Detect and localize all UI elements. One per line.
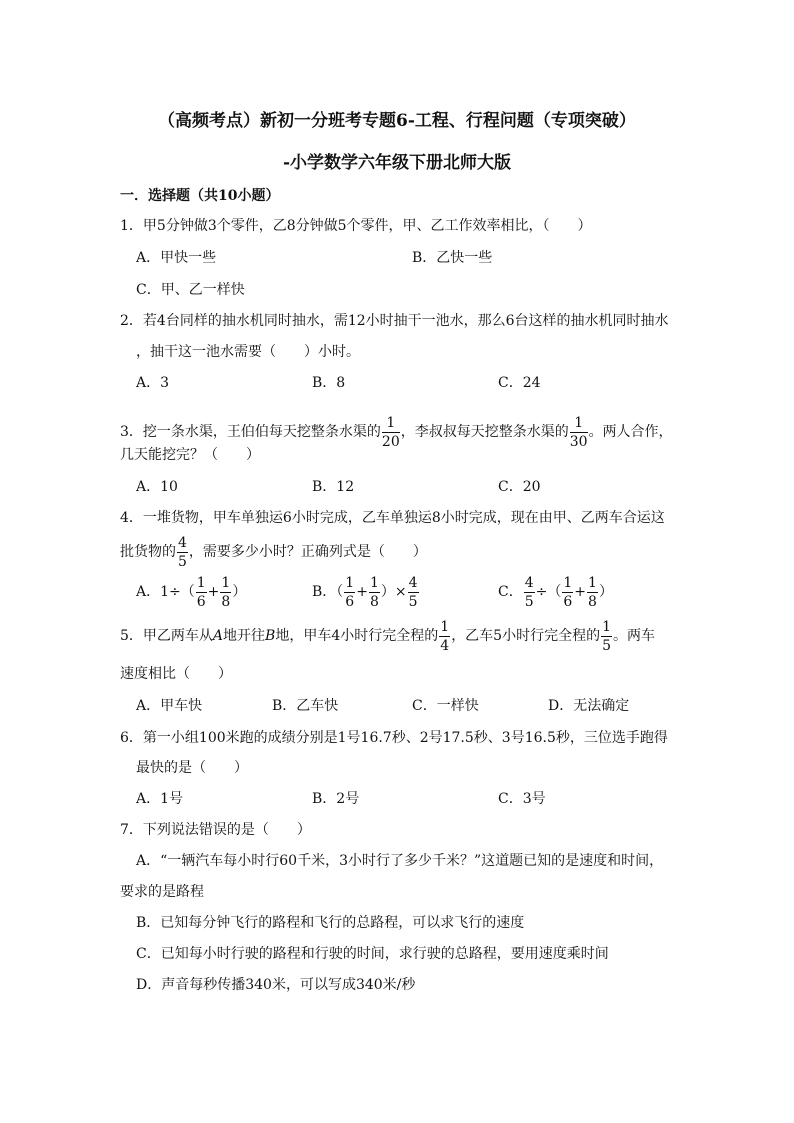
question-3-text-2: ，李叔叔每天挖整条水渠的 xyxy=(400,424,569,440)
question-5-stem-cont: 速度相比（ ） xyxy=(120,666,232,682)
fraction-denominator: 5 xyxy=(602,637,612,654)
question-3-stem-cont: 几天能挖完？（ ） xyxy=(120,447,260,463)
fraction-denominator: 5 xyxy=(178,553,187,570)
question-7-option-a-cont: 要求的是路程 xyxy=(120,884,204,900)
question-7-option-b: B．已知每分钟飞行的路程和飞行的总路程，可以求飞行的速度 xyxy=(136,915,525,931)
fraction-numerator: 1 xyxy=(345,574,355,591)
question-4-stem: 4．一堆货物，甲车单独运6小时完成，乙车单独运8小时完成，现在由甲、乙两车合运这 xyxy=(120,510,665,526)
fraction-numerator: 4 xyxy=(408,574,418,591)
right-paren: ） xyxy=(598,584,613,600)
fraction-numerator: 1 xyxy=(563,574,573,591)
fraction-1-4 xyxy=(439,620,450,653)
right-paren: ） xyxy=(232,584,247,600)
question-7-stem: 7．下列说法错误的是（ ） xyxy=(120,822,311,838)
question-5-text-2: 地开往 xyxy=(223,628,266,644)
fraction-numerator: 1 xyxy=(221,574,231,591)
divide-sign: ÷（ xyxy=(535,584,562,600)
question-1-option-b: B．乙快一些 xyxy=(412,250,493,266)
question-4-text-1: 批货物的 xyxy=(120,544,176,560)
question-5-option-b: B．乙车快 xyxy=(272,698,339,714)
fraction-numerator: 1 xyxy=(570,416,588,433)
question-5-text-5: 。两车 xyxy=(613,628,656,644)
question-4-option-c xyxy=(498,570,613,614)
fraction-numerator: 1 xyxy=(369,574,379,591)
question-7-option-d: D．声音每秒传播340米，可以写成340米/秒 xyxy=(136,977,416,993)
option-b-prefix: B．（ xyxy=(312,584,344,600)
plus-sign: + xyxy=(207,584,220,600)
option-a-prefix: A．1÷（ xyxy=(136,584,195,600)
fraction-1-8 xyxy=(587,576,598,609)
fraction-denominator: 20 xyxy=(381,433,400,450)
question-2-option-c: C．24 xyxy=(498,375,541,391)
question-6-stem-cont: 最快的是（ ） xyxy=(136,760,248,776)
place-b: B xyxy=(265,628,276,644)
fraction-numerator: 1 xyxy=(602,618,612,635)
fraction-1-6 xyxy=(344,576,355,609)
fraction-denominator: 30 xyxy=(569,433,588,450)
question-2-stem: 2．若4台同样的抽水机同时抽水，需12小时抽干一池水，那么6台这样的抽水机同时抽水 xyxy=(120,313,669,329)
fraction-denominator: 5 xyxy=(524,593,534,610)
question-4-option-a xyxy=(136,570,246,614)
plus-sign: + xyxy=(356,584,368,600)
fraction-4-5 xyxy=(177,536,188,569)
fraction-denominator: 4 xyxy=(440,637,450,654)
question-6-option-b: B．2号 xyxy=(312,791,360,807)
fraction-numerator: 1 xyxy=(382,416,400,433)
times-sign: ）× xyxy=(380,584,407,600)
document-title-line1: （高频考点）新初一分班考专题6-工程、行程问题（专项突破） xyxy=(158,111,636,131)
question-6-option-c: C．3号 xyxy=(498,791,546,807)
question-3-option-c: C．20 xyxy=(498,479,541,495)
plus-sign: + xyxy=(574,584,587,600)
fraction-1-6 xyxy=(562,576,573,609)
fraction-denominator: 8 xyxy=(588,593,597,610)
fraction-4-5 xyxy=(524,576,535,609)
fraction-denominator: 5 xyxy=(408,593,418,610)
fraction-1-8 xyxy=(220,576,231,609)
fraction-1-30 xyxy=(570,416,588,449)
question-3-text-1: 3．挖一条水渠，王伯伯每天挖整条水渠的 xyxy=(120,424,381,440)
question-5-text-4: ，乙车5小时行完全程的 xyxy=(451,628,601,644)
fraction-1-8 xyxy=(369,576,380,609)
section-heading: 一．选择题（共10小题） xyxy=(120,188,280,204)
fraction-4-5 xyxy=(408,576,419,609)
question-3-option-a: A．10 xyxy=(136,479,178,495)
fraction-denominator: 6 xyxy=(345,593,355,610)
question-7-option-c: C．已知每小时行驶的路程和行驶的时间，求行驶的总路程，要用速度乘时间 xyxy=(136,946,609,962)
question-4-option-b xyxy=(312,570,420,614)
question-5-text-1: 5．甲乙两车从 xyxy=(120,628,213,644)
fraction-denominator: 8 xyxy=(369,593,379,610)
question-5-option-a: A．甲车快 xyxy=(136,698,203,714)
fraction-1-20 xyxy=(382,416,400,449)
document-title-line2: -小学数学六年级下册北师大版 xyxy=(282,153,512,173)
fraction-denominator: 8 xyxy=(221,593,231,610)
question-3-option-b: B．12 xyxy=(312,479,355,495)
fraction-1-6 xyxy=(196,576,207,609)
fraction-numerator: 1 xyxy=(196,574,206,591)
fraction-numerator: 4 xyxy=(178,534,187,551)
question-4-text-2: ，需要多少小时？正确列式是（ ） xyxy=(188,544,427,560)
question-2-stem-cont: ，抽干这一池水需要（ ）小时。 xyxy=(136,344,360,360)
fraction-1-5 xyxy=(601,620,612,653)
question-6-stem: 6．第一小组100米跑的成绩分别是1号16.7秒、2号17.5秒、3号16.5秒，三位选手跑得 xyxy=(120,730,668,746)
fraction-numerator: 4 xyxy=(524,574,534,591)
option-c-prefix: C． xyxy=(498,584,523,600)
fraction-numerator: 1 xyxy=(588,574,597,591)
question-1-option-c: C．甲、乙一样快 xyxy=(136,282,245,298)
question-5-option-d: D．无法确定 xyxy=(548,698,630,714)
question-6-option-a: A．1号 xyxy=(136,791,184,807)
fraction-denominator: 6 xyxy=(563,593,573,610)
question-3-text-3: 。两人合作， xyxy=(588,424,673,440)
question-1-option-a: A．甲快一些 xyxy=(136,250,217,266)
fraction-numerator: 1 xyxy=(440,618,450,635)
question-5-text-3: 地，甲车4小时行完全程的 xyxy=(275,628,439,644)
question-2-option-b: B．8 xyxy=(312,375,346,391)
question-5-stem xyxy=(120,614,655,658)
question-2-option-a: A．3 xyxy=(136,375,170,391)
place-a: A xyxy=(212,628,224,644)
question-7-option-a: A．“一辆汽车每小时行60千米，3小时行了多少千米？”这道题已知的是速度和时间， xyxy=(136,853,664,869)
question-5-option-c: C．一样快 xyxy=(412,698,479,714)
question-4-stem-cont xyxy=(120,530,427,574)
question-1-stem: 1．甲5分钟做3个零件，乙8分钟做5个零件，甲、乙工作效率相比，（ ） xyxy=(120,218,592,234)
fraction-denominator: 6 xyxy=(196,593,206,610)
